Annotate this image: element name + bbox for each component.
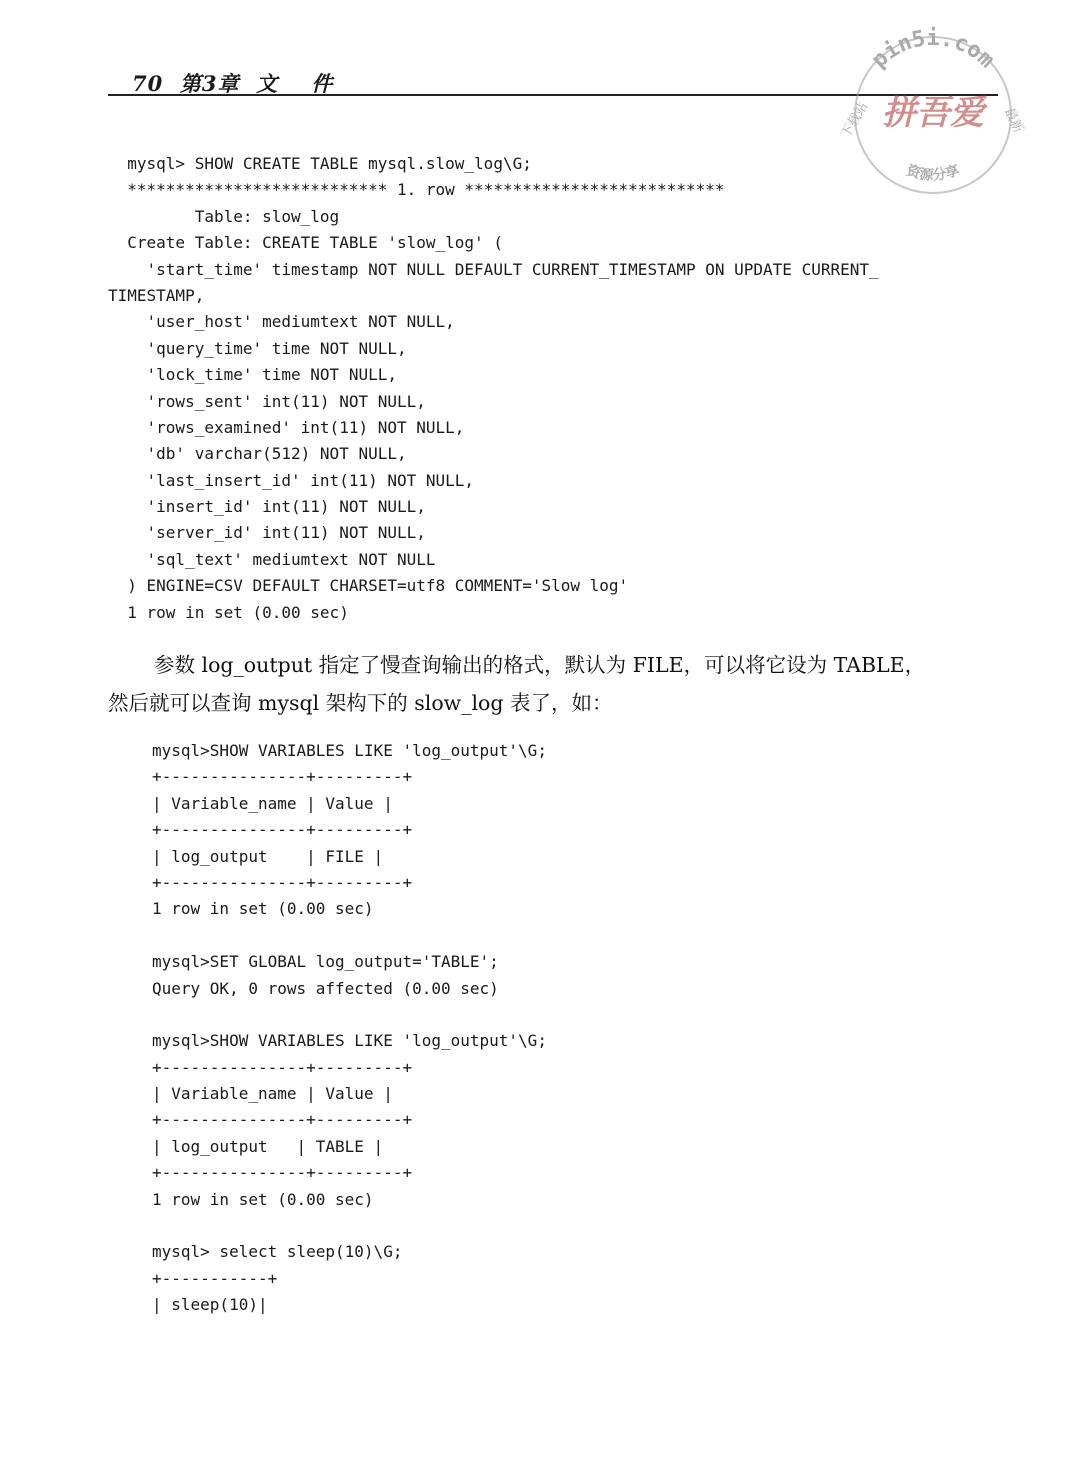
header-text: 70 第3章 文 件	[132, 71, 334, 96]
body-paragraph	[108, 646, 1000, 722]
code-line: Table: slow_log	[108, 206, 340, 226]
code-line: mysql>SHOW VARIABLES LIKE 'log_output'\G;	[152, 1031, 547, 1051]
code-line: 1 row in set (0.00 sec)	[108, 602, 349, 622]
paragraph-line-1: 参数 log_output 指定了慢查询输出的格式，默认为 FILE，可以将它设为 TABLE，	[154, 653, 926, 677]
seal-left-text: 下载站	[838, 99, 872, 141]
code-block-log-output	[152, 738, 547, 1319]
code-line: | Variable_name | Value |	[152, 1084, 393, 1104]
code-line: +---------------+---------+	[152, 1163, 413, 1183]
seal-top-text: pin5i.com	[866, 26, 1000, 74]
code-line: 'rows_examined' int(11) NOT NULL,	[108, 417, 465, 437]
code-line: | log_output | FILE |	[152, 846, 384, 866]
code-line	[152, 1002, 547, 1028]
code-line: 'query_time' time NOT NULL,	[108, 338, 407, 358]
svg-text:资源分享	[904, 162, 961, 184]
code-line: ) ENGINE=CSV DEFAULT CHARSET=utf8 COMMENT='Slow log'	[108, 576, 629, 596]
code-line: *************************** 1. row ***************************	[108, 180, 725, 200]
seal-bottom-text: 资源分享	[904, 162, 962, 184]
code-line: | Variable_name | Value |	[152, 793, 393, 813]
code-line: 'start_time' timestamp NOT NULL DEFAULT CURRENT_TIMESTAMP ON UPDATE CURRENT_	[108, 259, 879, 279]
code-line: 'db' varchar(512) NOT NULL,	[108, 444, 407, 464]
code-line: 'user_host' mediumtext NOT NULL,	[108, 312, 455, 332]
code-line: mysql>SHOW VARIABLES LIKE 'log_output'\G;	[152, 741, 547, 760]
code-line: mysql> select sleep(10)\G;	[152, 1242, 403, 1262]
code-line: 'rows_sent' int(11) NOT NULL,	[108, 391, 426, 411]
code-line	[152, 923, 547, 949]
code-line: +-----------+	[152, 1268, 278, 1288]
paragraph-line-2: 然后就可以查询 mysql 架构下的 slow_log 表了，如：	[108, 691, 613, 715]
code-line: 1 row in set (0.00 sec)	[152, 1189, 374, 1209]
code-line	[152, 1213, 547, 1239]
code-line: 1 row in set (0.00 sec)	[152, 899, 374, 919]
code-line: +---------------+---------+	[152, 767, 413, 787]
code-block-show-create-table	[108, 151, 879, 626]
code-line: +---------------+---------+	[152, 1110, 413, 1130]
code-line: 'insert_id' int(11) NOT NULL,	[108, 497, 426, 517]
code-line: 'sql_text' mediumtext NOT NULL	[108, 549, 436, 569]
code-line: | sleep(10)|	[152, 1295, 268, 1315]
code-line: 'server_id' int(11) NOT NULL,	[108, 523, 426, 543]
code-line: +---------------+---------+	[152, 820, 413, 840]
code-line: Create Table: CREATE TABLE 'slow_log' (	[108, 233, 503, 253]
code-line: 'lock_time' time NOT NULL,	[108, 365, 397, 385]
code-line: TIMESTAMP,	[108, 285, 205, 305]
seal-right-text: 最新	[1000, 105, 1026, 136]
seal-brand: 拼吾爱	[882, 93, 984, 133]
code-line: +---------------+---------+	[152, 872, 413, 892]
svg-text:pin5i.com	[867, 26, 999, 73]
code-line: 'last_insert_id' int(11) NOT NULL,	[108, 470, 475, 490]
code-line: Query OK, 0 rows affected (0.00 sec)	[152, 978, 499, 998]
code-line: mysql> SHOW CREATE TABLE mysql.slow_log\G;	[108, 154, 532, 173]
code-line: | log_output | TABLE |	[152, 1136, 384, 1156]
code-line: mysql>SET GLOBAL log_output='TABLE';	[152, 952, 499, 972]
code-line: +---------------+---------+	[152, 1057, 413, 1077]
